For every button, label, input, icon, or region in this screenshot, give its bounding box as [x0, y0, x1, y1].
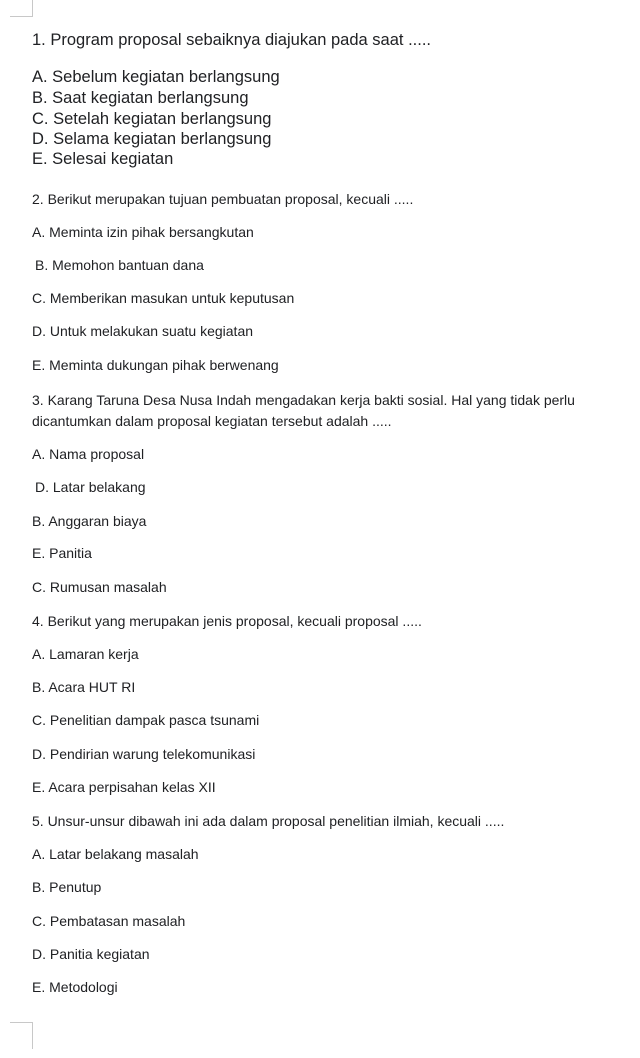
question-3-option-1: A. Nama proposal: [32, 446, 145, 462]
question-1-option-c: C. Setelah kegiatan berlangsung: [32, 110, 272, 128]
question-3-text-line2: dicantumkan dalam proposal kegiatan tersebut adalah .....: [32, 413, 392, 429]
question-1-text: 1. Program proposal sebaiknya diajukan pada saat .....: [32, 31, 431, 49]
question-4-option-c: C. Penelitian dampak pasca tsunami: [32, 712, 260, 728]
question-5-option-d: D. Panitia kegiatan: [32, 946, 150, 962]
question-4-option-e: E. Acara perpisahan kelas XII: [32, 779, 216, 795]
question-3-option-5: C. Rumusan masalah: [32, 579, 167, 595]
question-2-text: 2. Berikut merupakan tujuan pembuatan proposal, kecuali .....: [32, 191, 414, 207]
question-2-option-e: E. Meminta dukungan pihak berwenang: [32, 357, 279, 373]
question-1-option-d: D. Selama kegiatan berlangsung: [32, 130, 272, 148]
question-1-option-b: B. Saat kegiatan berlangsung: [32, 89, 249, 107]
page-corner-mark-top: [10, 0, 33, 17]
question-3-text-line1: 3. Karang Taruna Desa Nusa Indah mengadakan kerja bakti sosial. Hal yang tidak perlu: [32, 392, 575, 408]
question-4-text: 4. Berikut yang merupakan jenis proposal, kecuali proposal .....: [32, 613, 422, 629]
page-corner-mark-bottom: [10, 1022, 33, 1049]
question-5-text: 5. Unsur-unsur dibawah ini ada dalam proposal penelitian ilmiah, kecuali .....: [32, 813, 505, 829]
question-2-option-b: B. Memohon bantuan dana: [35, 257, 204, 273]
question-4-option-b: B. Acara HUT RI: [32, 679, 136, 695]
question-5-option-e: E. Metodologi: [32, 979, 118, 995]
question-5-option-a: A. Latar belakang masalah: [32, 846, 199, 862]
question-2-option-d: D. Untuk melakukan suatu kegiatan: [32, 323, 254, 339]
question-4-option-d: D. Pendirian warung telekomunikasi: [32, 746, 256, 762]
question-1-option-a: A. Sebelum kegiatan berlangsung: [32, 68, 280, 86]
question-5-option-b: B. Penutup: [32, 879, 102, 895]
question-4-option-a: A. Lamaran kerja: [32, 646, 139, 662]
question-1-option-e: E. Selesai kegiatan: [32, 150, 174, 168]
question-2-option-a: A. Meminta izin pihak bersangkutan: [32, 224, 254, 240]
question-2-option-c: C. Memberikan masukan untuk keputusan: [32, 290, 295, 306]
question-3-option-3: B. Anggaran biaya: [32, 513, 147, 529]
question-3-option-2: D. Latar belakang: [35, 479, 146, 495]
question-3-option-4: E. Panitia: [32, 545, 92, 561]
question-5-option-c: C. Pembatasan masalah: [32, 913, 186, 929]
